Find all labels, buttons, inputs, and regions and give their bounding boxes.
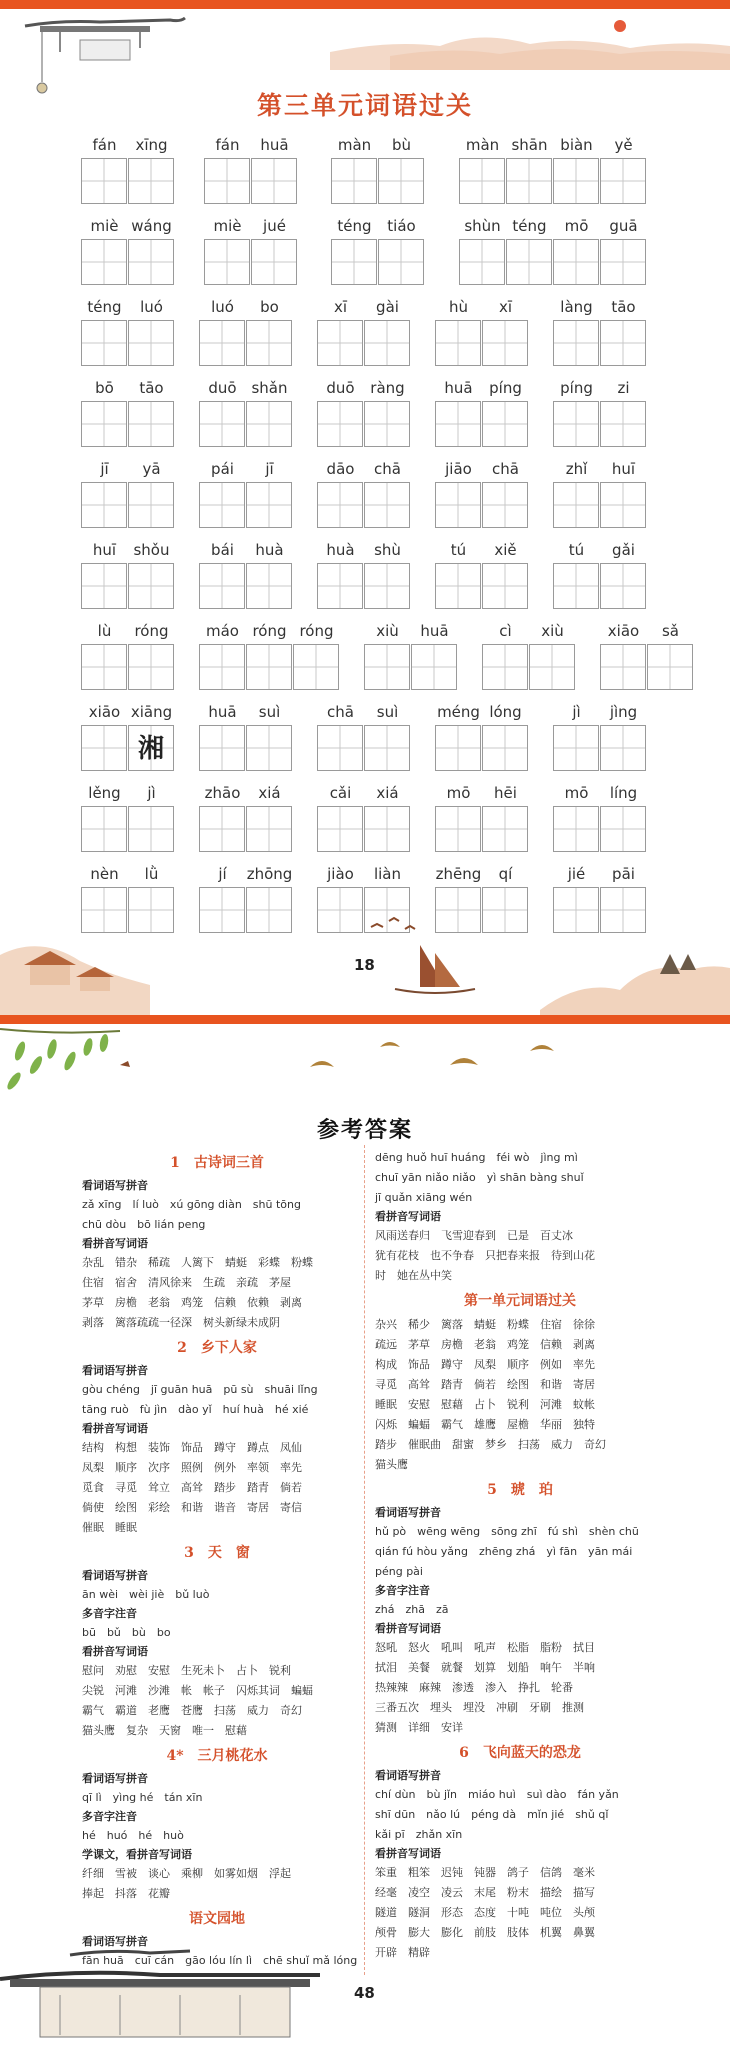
answer-line: chū dòu bō lián peng (82, 1218, 206, 1231)
pinyin-syllable: téng (87, 298, 122, 316)
answer-line: 凤梨 顺序 次序 照例 例外 率领 率先 (82, 1461, 302, 1474)
writing-box[interactable] (435, 563, 481, 609)
page-number: 48 (354, 1984, 375, 2002)
answer-line: 闪烁 蝙蝠 霸气 雄鹰 屋檐 华丽 独特 (375, 1418, 595, 1431)
pinyin-syllable: cǎi (329, 784, 352, 802)
writing-box[interactable] (199, 806, 245, 852)
pinyin-syllable: huà (326, 541, 355, 559)
pinyin-syllable: shùn (464, 217, 501, 235)
writing-box[interactable] (459, 239, 505, 285)
answer-column-right (375, 1148, 665, 1963)
writing-box[interactable] (128, 644, 174, 690)
sailboats-illustration (365, 915, 485, 1000)
pinyin-syllable: duō (208, 379, 237, 397)
page-number: 18 (354, 956, 375, 974)
pinyin-syllable: nèn (90, 865, 119, 883)
pinyin-syllable: huà (255, 541, 284, 559)
pinyin-syllable: téng (512, 217, 547, 235)
writing-box[interactable] (81, 563, 127, 609)
pinyin-syllable: mō (564, 217, 589, 235)
pinyin-syllable: hù (448, 298, 468, 316)
pinyin-syllable: bō (95, 379, 114, 397)
answer-line: qián fú hòu yǎng zhēng zhá yì fān yān mái (375, 1545, 633, 1558)
writing-box[interactable] (600, 563, 646, 609)
answer-line: 风雨送春归 飞雪迎春到 已是 百丈冰 (375, 1229, 573, 1242)
writing-box[interactable] (199, 887, 245, 933)
pinyin-syllable: tiáo (387, 217, 416, 235)
writing-box[interactable] (553, 239, 599, 285)
answer-line: 结构 构想 装饰 饰品 蹲守 蹲点 凤仙 (82, 1441, 302, 1454)
writing-box[interactable] (600, 806, 646, 852)
writing-box[interactable] (204, 239, 250, 285)
pinyin-syllable: làng (560, 298, 593, 316)
pinyin-syllable: fán (215, 136, 240, 154)
answer-line: hǔ pò wēng wēng sōng zhī fú shì shèn chū (375, 1525, 639, 1538)
pinyin-syllable: shān (511, 136, 548, 154)
pinyin-syllable: miè (90, 217, 119, 235)
writing-box[interactable] (364, 806, 410, 852)
writing-box[interactable] (246, 806, 292, 852)
exercise-label: 多音字注音 (82, 1607, 137, 1620)
writing-box[interactable] (246, 644, 292, 690)
writing-box[interactable] (128, 482, 174, 528)
pinyin-syllable: huī (611, 460, 636, 478)
writing-box[interactable] (317, 320, 363, 366)
pinyin-syllable: xiě (494, 541, 517, 559)
section-heading: 1 古诗词三首 (170, 1155, 264, 1171)
pinyin-syllable: jí (218, 865, 227, 883)
writing-box[interactable] (81, 320, 127, 366)
answer-line: 构成 饰品 蹲守 凤梨 顺序 例如 率先 (375, 1358, 595, 1371)
answer-line: zǎ xīng lí luò xú gōng diàn shū tōng (82, 1198, 301, 1211)
pinyin-syllable: lóng (489, 703, 522, 721)
pinyin-syllable: màn (465, 136, 500, 154)
pinyin-syllable: zhāo (204, 784, 241, 802)
exercise-label: 学课文，看拼音写词语 (82, 1848, 192, 1861)
writing-box[interactable] (246, 320, 292, 366)
writing-box[interactable] (246, 887, 292, 933)
pinyin-syllable: suì (258, 703, 281, 721)
writing-box[interactable] (128, 239, 174, 285)
answer-line: 慰问 劝慰 安慰 生死未卜 占卜 锐利 (82, 1664, 291, 1677)
top-accent-bar (0, 1015, 730, 1024)
pinyin-syllable: jié (567, 865, 586, 883)
pinyin-syllable: mō (446, 784, 471, 802)
section-heading: 6 飞向蓝天的恐龙 (459, 1745, 581, 1761)
answer-line: 隧道 隧洞 形态 态度 十吨 吨位 头颅 (375, 1906, 595, 1919)
pinyin-syllable: huī (92, 541, 117, 559)
answer-line: 捧起 抖落 花瓣 (82, 1887, 170, 1900)
pine-mountain-illustration (540, 930, 730, 1015)
pinyin-syllable: tú (568, 541, 585, 559)
answer-line: 茅草 房檐 老翁 鸡笼 信赖 依赖 剥离 (82, 1296, 302, 1309)
pinyin-syllable: zi (617, 379, 630, 397)
pinyin-syllable: xiāng (130, 703, 173, 721)
column-divider (364, 1145, 365, 1975)
writing-box[interactable] (251, 158, 297, 204)
answer-line: 猜测 详细 安详 (375, 1721, 463, 1734)
writing-box[interactable] (331, 158, 377, 204)
writing-box[interactable] (317, 401, 363, 447)
writing-box[interactable] (435, 482, 481, 528)
pinyin-syllable: jì (147, 784, 156, 802)
answer-line: zhá zhā zā (375, 1603, 449, 1616)
answer-line: 杂兴 稀少 篱落 蜻蜓 粉蝶 住宿 徐徐 (375, 1318, 595, 1331)
writing-box[interactable] (199, 320, 245, 366)
pinyin-syllable: xiù (376, 622, 399, 640)
pinyin-syllable: huā (208, 703, 237, 721)
answer-line: 住宿 宿舍 清风徐来 生疏 亲疏 茅屋 (82, 1276, 291, 1289)
writing-box[interactable] (246, 725, 292, 771)
answer-line: 颅骨 膨大 膨化 前肢 肢体 机翼 鼻翼 (375, 1926, 595, 1939)
exercise-label: 看拼音写词语 (375, 1622, 441, 1635)
writing-box[interactable] (199, 725, 245, 771)
answer-line: 霸气 霸道 老鹰 苍鹰 扫荡 威力 奇幻 (82, 1704, 302, 1717)
willow-branch-illustration (0, 1025, 160, 1115)
pinyin-syllable: méng (437, 703, 480, 721)
pinyin-syllable: chā (327, 703, 354, 721)
exercise-label: 看拼音写词语 (82, 1645, 148, 1658)
pinyin-syllable: fán (92, 136, 117, 154)
pinyin-syllable: bái (211, 541, 234, 559)
section-heading: 4* 三月桃花水 (166, 1748, 268, 1764)
writing-box[interactable] (246, 401, 292, 447)
writing-box[interactable] (482, 887, 528, 933)
pinyin-syllable: shǎn (251, 379, 288, 397)
swallows-illustration (300, 1037, 590, 1087)
writing-box[interactable] (317, 806, 363, 852)
pinyin-syllable: tāo (139, 379, 164, 397)
answer-line: 笨重 粗笨 迟钝 钝器 鸽子 信鸽 毫米 (375, 1866, 595, 1879)
writing-box[interactable] (411, 644, 457, 690)
pinyin-syllable: hēi (494, 784, 517, 802)
pinyin-syllable: luó (211, 298, 234, 316)
pinyin-syllable: píng (489, 379, 522, 397)
pinyin-syllable: wáng (131, 217, 172, 235)
writing-box[interactable] (378, 158, 424, 204)
pinyin-syllable: róng (299, 622, 334, 640)
section-heading: 5 琥 珀 (487, 1482, 553, 1498)
writing-box[interactable] (81, 158, 127, 204)
writing-box[interactable] (128, 563, 174, 609)
answer-key-title: 参考答案 (316, 1117, 413, 1143)
pinyin-syllable: lù (97, 622, 112, 640)
answer-line: 犹有花枝 也不争春 只把春来报 待到山花 (375, 1249, 595, 1262)
writing-box[interactable] (600, 239, 646, 285)
writing-box[interactable] (317, 563, 363, 609)
answer-line: gòu chéng jī guān huā pū sù shuāi lǐng (82, 1383, 318, 1396)
exercise-label: 看词语写拼音 (82, 1364, 148, 1377)
exercise-label: 看词语写拼音 (82, 1179, 148, 1192)
writing-box[interactable] (81, 401, 127, 447)
pinyin-syllable: lǜ (144, 865, 159, 883)
exercise-label: 看拼音写词语 (82, 1237, 148, 1250)
pinyin-syllable: chā (374, 460, 401, 478)
answer-line: 拭泪 美餐 就餐 划算 划船 响午 半响 (375, 1661, 595, 1674)
top-accent-bar (0, 0, 730, 9)
answer-line: 经毫 凌空 凌云 末尾 粉末 描绘 描写 (375, 1886, 595, 1899)
section-heading: 2 乡下人家 (177, 1340, 257, 1356)
exercise-label: 看词语写拼音 (375, 1769, 441, 1782)
exercise-label: 看拼音写词语 (375, 1847, 441, 1860)
writing-box[interactable] (482, 320, 528, 366)
writing-box[interactable] (128, 806, 174, 852)
writing-box[interactable] (364, 320, 410, 366)
mountain-sun-illustration (330, 10, 730, 70)
section-heading: 语文园地 (189, 1911, 245, 1927)
answer-line: bū bǔ bù bo (82, 1626, 171, 1639)
answer-line: jī quǎn xiāng wén (375, 1191, 473, 1204)
pinyin-syllable: máo (206, 622, 239, 640)
pinyin-syllable: bù (391, 136, 412, 154)
pinyin-syllable: duō (326, 379, 355, 397)
answer-line: 觅食 寻觅 耸立 高耸 踏步 踏青 倘若 (82, 1481, 302, 1494)
pinyin-syllable: suì (376, 703, 399, 721)
writing-box[interactable] (293, 644, 339, 690)
writing-box[interactable] (529, 644, 575, 690)
pinyin-syllable: yě (614, 136, 633, 154)
answer-line: qī lì yìng hé tán xīn (82, 1791, 203, 1804)
answer-line: 疏远 茅草 房檐 老翁 鸡笼 信赖 剥离 (375, 1338, 595, 1351)
pinyin-syllable: màn (337, 136, 372, 154)
answer-line: 踏步 催眠曲 甜蜜 梦乡 扫荡 威力 奇幻 (375, 1438, 606, 1451)
writing-box[interactable] (246, 563, 292, 609)
pinyin-syllable: xīng (135, 136, 168, 154)
writing-box[interactable] (553, 482, 599, 528)
answer-line: 杂乱 错杂 稀疏 人篱下 蜻蜓 彩蝶 粉蝶 (82, 1256, 313, 1269)
writing-box[interactable] (199, 482, 245, 528)
answer-line: 催眠 睡眠 (82, 1521, 137, 1534)
section-heading: 第一单元词语过关 (464, 1293, 576, 1309)
writing-box[interactable] (199, 401, 245, 447)
writing-box[interactable] (435, 401, 481, 447)
writing-box[interactable] (364, 482, 410, 528)
village-illustration (0, 915, 160, 1015)
writing-box[interactable] (128, 320, 174, 366)
answer-line: 寻觅 高耸 踏青 倘若 绘图 和谐 寄居 (375, 1378, 595, 1391)
pinyin-syllable: xī (333, 298, 348, 316)
exercise-label: 看词语写拼音 (82, 1772, 148, 1785)
pinyin-syllable: huā (420, 622, 449, 640)
pinyin-syllable: dāo (326, 460, 355, 478)
pinyin-syllable: luó (140, 298, 163, 316)
writing-box[interactable] (251, 239, 297, 285)
answer-line: 猫头鹰 (375, 1458, 408, 1471)
writing-box[interactable] (600, 887, 646, 933)
answer-line: 三番五次 埋头 埋没 冲刷 牙刷 推测 (375, 1701, 584, 1714)
writing-box[interactable] (364, 563, 410, 609)
writing-box[interactable] (128, 401, 174, 447)
pinyin-syllable: róng (252, 622, 287, 640)
writing-box[interactable] (435, 806, 481, 852)
writing-box[interactable] (506, 158, 552, 204)
pinyin-syllable: shǒu (133, 541, 170, 559)
pinyin-syllable: téng (337, 217, 372, 235)
answer-line: shī dūn nǎo lú péng dà mǐn jié shǔ qǐ (375, 1808, 609, 1821)
pinyin-syllable: jìng (609, 703, 638, 721)
exercise-label: 看词语写拼音 (82, 1935, 148, 1948)
writing-box[interactable] (364, 401, 410, 447)
answer-line: péng pài (375, 1565, 423, 1578)
answer-line: 猫头鹰 复杂 天窗 唯一 慰藉 (82, 1724, 247, 1737)
pinyin-syllable: miè (213, 217, 242, 235)
pinyin-syllable: xiāo (607, 622, 640, 640)
page-title: 第三单元词语过关 (256, 91, 473, 120)
pinyin-syllable: mō (564, 784, 589, 802)
answer-line: tāng ruò fù jìn dào yǐ huí huà hé xié (82, 1403, 309, 1416)
writing-box[interactable] (600, 482, 646, 528)
writing-box[interactable] (553, 158, 599, 204)
writing-box[interactable] (81, 239, 127, 285)
writing-box[interactable] (600, 320, 646, 366)
answer-line: 倘使 绘图 彩绘 和谐 谐音 寄居 寄信 (82, 1501, 302, 1514)
exercise-label: 看拼音写词语 (375, 1210, 441, 1223)
writing-box[interactable] (553, 401, 599, 447)
writing-box[interactable] (128, 725, 174, 771)
writing-box[interactable] (81, 806, 127, 852)
answer-line: 热辣辣 麻辣 渗透 渗入 挣扎 轮番 (375, 1681, 573, 1694)
writing-box[interactable] (553, 563, 599, 609)
pinyin-syllable: huā (260, 136, 289, 154)
pinyin-syllable: zhēng (435, 865, 482, 883)
pinyin-syllable: gài (376, 298, 399, 316)
answer-line: 纤细 雪被 谈心 乘柳 如雾如烟 浮起 (82, 1867, 291, 1880)
pinyin-syllable: xiāo (88, 703, 121, 721)
answer-line: ān wèi wèi jiè bǔ luò (82, 1588, 210, 1601)
writing-box[interactable] (482, 401, 528, 447)
writing-box[interactable] (482, 806, 528, 852)
pinyin-syllable: liàn (373, 865, 402, 883)
pinyin-syllable: biàn (560, 136, 593, 154)
writing-box[interactable] (553, 320, 599, 366)
writing-box[interactable] (647, 644, 693, 690)
writing-box[interactable] (553, 725, 599, 771)
pinyin-syllable: jī (100, 460, 109, 478)
writing-box[interactable] (482, 482, 528, 528)
answer-line: dēng huǒ huī huáng féi wò jìng mì (375, 1151, 578, 1164)
writing-box[interactable] (482, 563, 528, 609)
writing-box[interactable] (553, 887, 599, 933)
pinyin-syllable: xiá (258, 784, 281, 802)
pinyin-syllable: sǎ (661, 622, 679, 640)
pinyin-syllable: xiá (376, 784, 399, 802)
pinyin-syllable: tāo (611, 298, 636, 316)
writing-box[interactable] (600, 644, 646, 690)
pinyin-syllable: qí (498, 865, 513, 883)
pinyin-syllable: zhǐ (565, 460, 588, 478)
writing-box[interactable] (600, 158, 646, 204)
pinyin-syllable: chā (492, 460, 519, 478)
answer-line: kǎi pī zhǎn xīn (375, 1828, 463, 1841)
writing-box[interactable] (378, 239, 424, 285)
section-heading: 3 天 窗 (184, 1545, 250, 1561)
exercise-label: 多音字注音 (82, 1810, 137, 1823)
writing-box[interactable] (128, 158, 174, 204)
writing-box[interactable] (506, 239, 552, 285)
writing-box[interactable] (600, 401, 646, 447)
answer-line: 剥落 篱落疏疏一径深 树头新绿未成阴 (82, 1316, 280, 1329)
writing-box[interactable] (364, 725, 410, 771)
writing-box[interactable] (317, 725, 363, 771)
answer-line: chuī yān niǎo niǎo yì shān bàng shuǐ (375, 1171, 584, 1184)
pinyin-syllable: líng (609, 784, 638, 802)
writing-box[interactable] (204, 158, 250, 204)
writing-box[interactable] (482, 644, 528, 690)
pinyin-syllable: guā (609, 217, 638, 235)
pinyin-syllable: pāi (612, 865, 635, 883)
writing-box[interactable] (317, 482, 363, 528)
writing-box[interactable] (600, 725, 646, 771)
pinyin-syllable: jué (263, 217, 286, 235)
answer-line: 怒吼 怒火 吼叫 吼声 松脂 脂粉 拭目 (375, 1641, 595, 1654)
filled-character: 湘 (137, 734, 164, 764)
pinyin-syllable: jì (572, 703, 581, 721)
pinyin-syllable: jī (265, 460, 274, 478)
pinyin-syllable: pái (211, 460, 234, 478)
writing-box[interactable] (246, 482, 292, 528)
writing-box[interactable] (482, 725, 528, 771)
pinyin-syllable: jiào (327, 865, 354, 883)
answer-line: 睡眠 安慰 慰藉 占卜 锐利 河滩 蚊帐 (375, 1398, 595, 1411)
pinyin-syllable: cì (499, 622, 512, 640)
answer-line: chí dùn bù jǐn miáo huì suì dào fán yǎn (375, 1788, 619, 1801)
exercise-label: 多音字注音 (375, 1584, 430, 1597)
pinyin-syllable: xī (498, 298, 513, 316)
exercise-label: 看拼音写词语 (82, 1422, 148, 1435)
writing-box[interactable] (317, 887, 363, 933)
writing-box[interactable] (199, 563, 245, 609)
pinyin-syllable: xiù (541, 622, 564, 640)
pinyin-syllable: ràng (370, 379, 405, 397)
answer-line: 开辟 精辟 (375, 1946, 430, 1959)
exercise-label: 看词语写拼音 (375, 1506, 441, 1519)
answer-column-left (82, 1148, 358, 1971)
worksheet-page (0, 0, 730, 1015)
writing-box[interactable] (459, 158, 505, 204)
pinyin-syllable: huā (444, 379, 473, 397)
exercise-label: 看词语写拼音 (82, 1569, 148, 1582)
pinyin-syllable: zhōng (246, 865, 293, 883)
writing-box[interactable] (553, 806, 599, 852)
writing-box[interactable] (331, 239, 377, 285)
writing-box[interactable] (81, 644, 127, 690)
pinyin-syllable: shù (374, 541, 401, 559)
pinyin-syllable: gǎi (612, 541, 635, 559)
writing-box[interactable] (81, 482, 127, 528)
pinyin-syllable: róng (134, 622, 169, 640)
pinyin-syllable: píng (560, 379, 593, 397)
answer-line: hé huó hé huò (82, 1829, 184, 1842)
pinyin-syllable: bo (260, 298, 279, 316)
writing-box[interactable] (435, 320, 481, 366)
pinyin-syllable: lěng (88, 784, 121, 802)
writing-box[interactable] (435, 725, 481, 771)
pinyin-syllable: jiāo (445, 460, 472, 478)
pinyin-syllable: tú (450, 541, 467, 559)
answer-line: 尖锐 河滩 沙滩 帐 帐子 闪烁其词 蝙蝠 (82, 1684, 313, 1697)
pinyin-syllable: yā (142, 460, 161, 478)
writing-box[interactable] (81, 725, 127, 771)
writing-box[interactable] (364, 644, 410, 690)
answer-line: fān huā cuī cán gāo lóu lín lì chē shuǐ mǎ lóng (82, 1954, 358, 1967)
writing-box[interactable] (199, 644, 245, 690)
answer-line: 时 她在丛中笑 (375, 1269, 452, 1282)
